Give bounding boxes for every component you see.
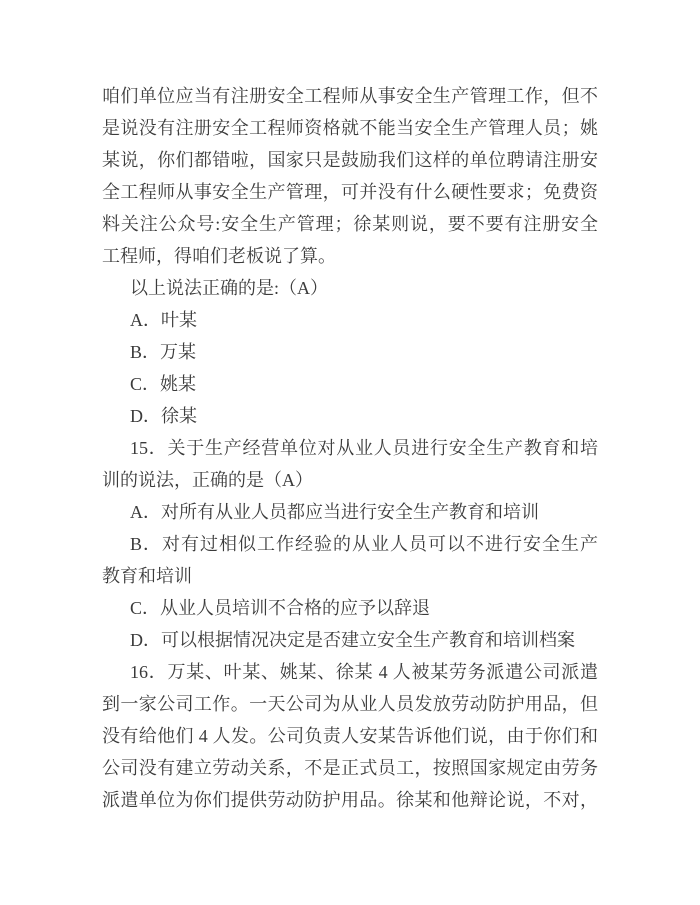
text-line: 料关注公众号:安全生产管理；徐某则说，要不要有注册安全: [102, 214, 598, 234]
text-line: A．对所有从业人员都应当进行安全生产教育和培训: [130, 502, 539, 522]
text-line: 15．关于生产经营单位对从业人员进行安全生产教育和培: [130, 438, 598, 458]
text-line: 工程师，得咱们老板说了算。: [102, 246, 336, 266]
text-line: 全工程师从事安全生产管理，可并没有什么硬性要求；免费资: [102, 182, 598, 202]
text-line: 是说没有注册安全工程师资格就不能当安全生产管理人员；姚: [102, 118, 598, 138]
text-line: 公司没有建立劳动关系，不是正式员工，按照国家规定由劳务: [102, 758, 598, 778]
text-line: C．姚某: [130, 374, 197, 394]
text-line: D．可以根据情况决定是否建立安全生产教育和培训档案: [130, 630, 575, 650]
text-line: 到一家公司工作。一天公司为从业人员发放劳动防护用品，但: [102, 694, 598, 714]
text-line: B．万某: [130, 342, 197, 362]
text-line: 以上说法正确的是:（A）: [130, 278, 328, 298]
text-line: 没有给他们 4 人发。公司负责人安某告诉他们说，由于你们和: [102, 726, 598, 746]
text-line: 训的说法，正确的是（A）: [102, 470, 313, 490]
text-line: 咱们单位应当有注册安全工程师从事安全生产管理工作，但不: [102, 86, 598, 106]
text-line: A．叶某: [130, 310, 197, 330]
text-line: 某说，你们都错啦，国家只是鼓励我们这样的单位聘请注册安: [102, 150, 598, 170]
text-line: 16．万某、叶某、姚某、徐某 4 人被某劳务派遣公司派遣: [130, 662, 598, 682]
text-line: 派遣单位为你们提供劳动防护用品。徐某和他辩论说，不对，: [102, 790, 598, 810]
text-line: C．从业人员培训不合格的应予以辞退: [130, 598, 431, 618]
text-line: 教育和培训: [102, 566, 192, 586]
text-line: B．对有过相似工作经验的从业人员可以不进行安全生产: [130, 534, 598, 554]
page-text: [102, 80, 598, 816]
text-line: D．徐某: [130, 406, 197, 426]
